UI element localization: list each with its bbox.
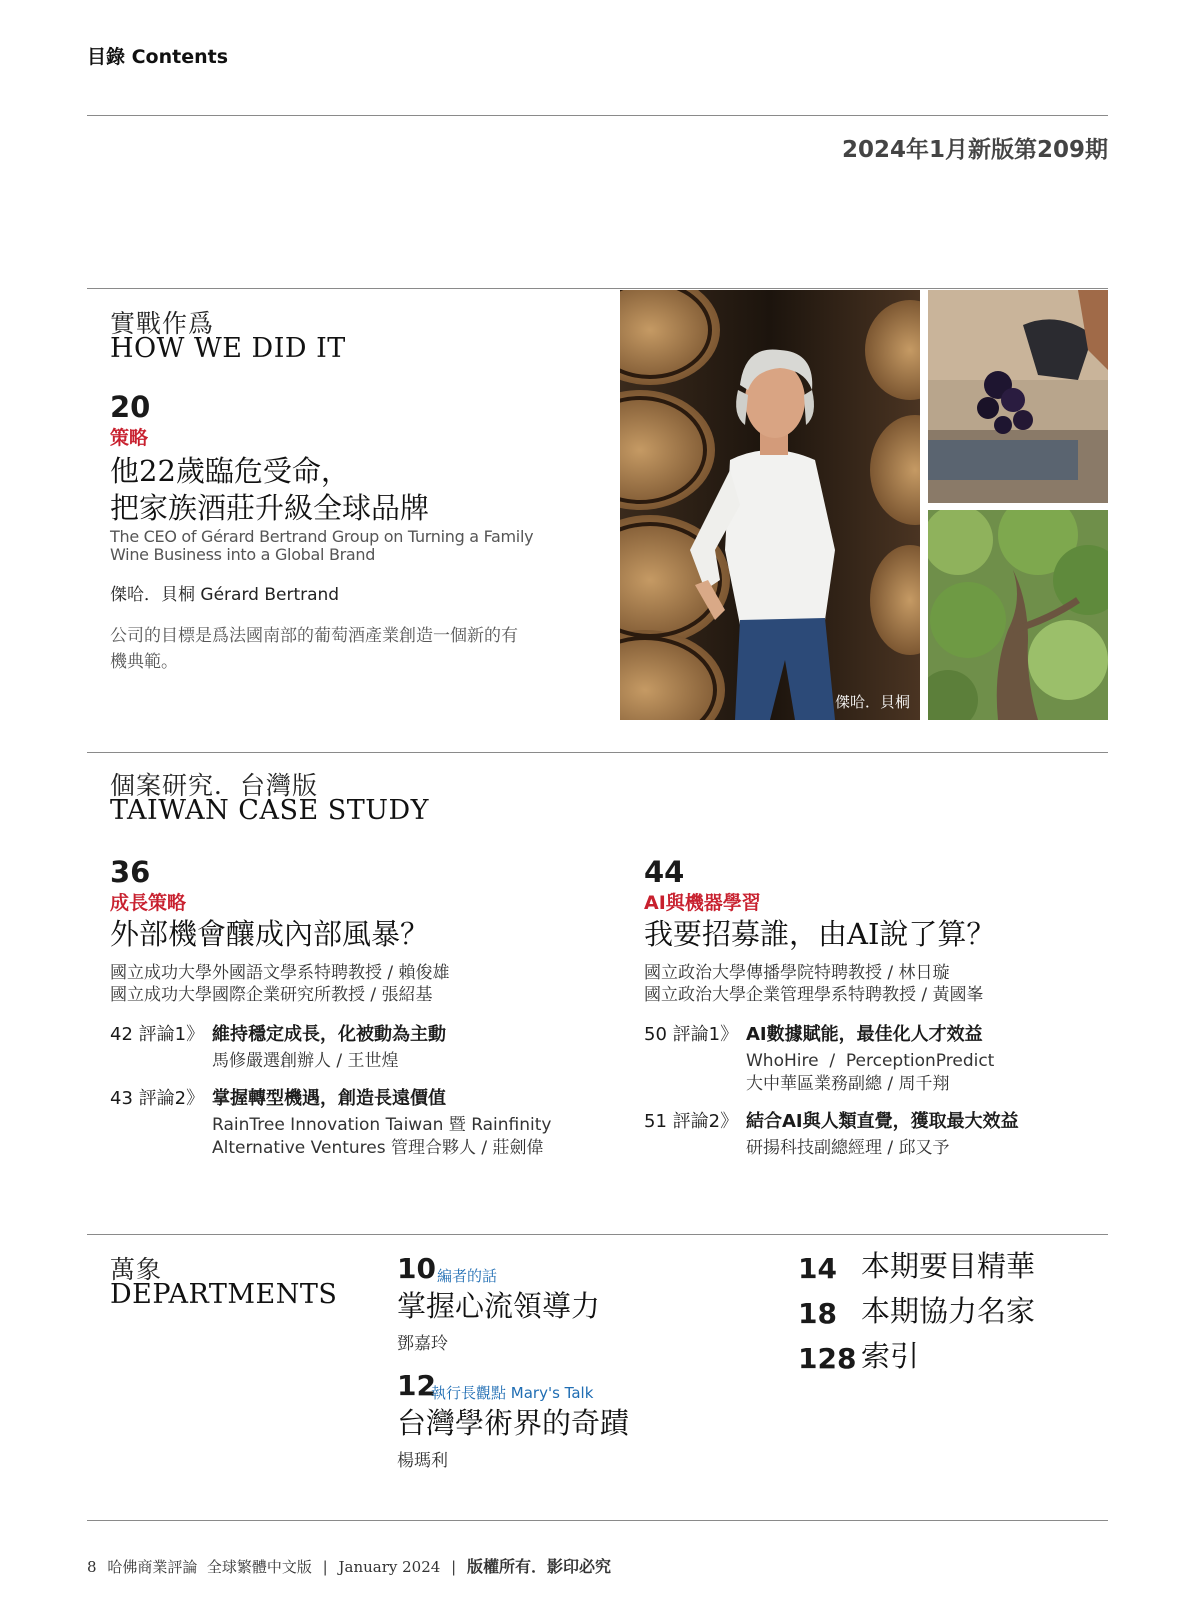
index-title[interactable]: 索引	[861, 1339, 920, 1373]
case-authors-line1: 國立成功大學外國語文學系特聘教授 / 賴俊雄	[110, 963, 450, 983]
commentary-label: 42 評論1》	[110, 1024, 205, 1045]
case-authors-line2: 國立成功大學國際企業研究所教授 / 張紹基	[110, 985, 433, 1005]
commentary-label: 43 評論2》	[110, 1088, 205, 1109]
commentary-title[interactable]: AI數據賦能，最佳化人才效益	[746, 1024, 983, 1045]
vine-photo	[928, 510, 1108, 720]
article-title-line1[interactable]: 他22歲臨危受命，	[110, 454, 350, 488]
commentary-author-line2: 大中華區業務副總 / 周千翔	[746, 1074, 950, 1094]
footer-separator: |	[322, 1558, 328, 1576]
article-title-line2[interactable]: 把家族酒莊升級全球品牌	[110, 491, 430, 525]
article-summary-line1: 公司的目標是爲法國南部的葡萄酒產業創造一個新的有	[110, 626, 518, 646]
commentary-label: 51 評論2》	[644, 1111, 739, 1132]
case-title[interactable]: 外部機會釀成內部風暴？	[110, 917, 430, 951]
case-authors-line1: 國立政治大學傳播學院特聘教授 / 林日璇	[644, 963, 950, 983]
article-author: 傑哈．貝桐 Gérard Bertrand	[110, 585, 340, 605]
commentary-title[interactable]: 結合AI與人類直覺，獲取最大效益	[746, 1111, 1019, 1132]
commentary-label: 50 評論1》	[644, 1024, 739, 1045]
section-title-en: TAIWAN CASE STUDY	[110, 795, 429, 826]
divider-footer	[87, 1520, 1108, 1521]
portrait-photo	[620, 290, 920, 720]
index-page-number: 14	[798, 1252, 837, 1285]
commentary-author: 馬修嚴選創辦人 / 王世煌	[212, 1051, 399, 1071]
dept-page-number: 12	[397, 1369, 436, 1402]
photo-caption: 傑哈．貝桐	[834, 693, 910, 711]
article-page-number: 20	[110, 390, 151, 424]
footer-date: January 2024	[338, 1558, 441, 1576]
dept-page-number: 10	[397, 1252, 436, 1285]
dept-title[interactable]: 掌握心流領導力	[397, 1289, 601, 1323]
case-authors-line2: 國立政治大學企業管理學系特聘教授 / 黃國峯	[644, 985, 984, 1005]
commentary-author-line2: Alternative Ventures 管理合夥人 / 莊劍偉	[212, 1138, 544, 1158]
section-title-zh: 萬象	[110, 1255, 163, 1284]
dept-tag: 執行長觀點 Mary's Talk	[431, 1384, 594, 1402]
footer-rights: 版權所有．影印必究	[466, 1557, 611, 1576]
footer	[87, 1554, 611, 1577]
article-category: 策略	[110, 427, 149, 449]
footer-separator: |	[451, 1558, 457, 1576]
commentary-author: 研揚科技副總經理 / 邱又予	[746, 1138, 950, 1158]
section-title-en: HOW WE DID IT	[110, 333, 346, 364]
commentary-author-line1: WhoHire / PerceptionPredict	[746, 1051, 995, 1071]
case-category: 成長策略	[110, 892, 187, 914]
dept-tag: 編者的話	[437, 1267, 498, 1285]
footer-publication: 哈佛商業評論 全球繁體中文版	[107, 1558, 312, 1576]
index-page-number: 128	[798, 1342, 857, 1375]
commentary-title[interactable]: 掌握轉型機遇，創造長遠價值	[212, 1088, 446, 1109]
contents-label: 目錄 Contents	[87, 46, 229, 68]
commentary-title[interactable]: 維持穩定成長，化被動為主動	[212, 1024, 446, 1045]
grapes-photo	[928, 290, 1108, 503]
dept-title[interactable]: 台灣學術界的奇蹟	[397, 1406, 630, 1440]
index-page-number: 18	[798, 1297, 837, 1330]
divider-how-we-did-it	[87, 288, 1108, 289]
section-title-en: DEPARTMENTS	[110, 1279, 338, 1310]
case-page-number: 36	[110, 855, 151, 889]
section-title-zh: 實戰作爲	[110, 309, 215, 338]
article-summary-line2: 機典範。	[110, 652, 178, 672]
index-title[interactable]: 本期協力名家	[861, 1294, 1036, 1328]
case-page-number: 44	[644, 855, 685, 889]
footer-page-number: 8	[87, 1558, 97, 1576]
article-subtitle-en-line1: The CEO of Gérard Bertrand Group on Turning a Family	[110, 527, 534, 546]
divider-taiwan-case	[87, 752, 1108, 753]
divider-top	[87, 115, 1108, 116]
divider-departments	[87, 1234, 1108, 1235]
dept-author: 楊瑪利	[397, 1451, 448, 1471]
article-subtitle-en-line2: Wine Business into a Global Brand	[110, 545, 376, 564]
commentary-author-line1: RainTree Innovation Taiwan 暨 Rainfinity	[212, 1115, 552, 1135]
section-title-zh: 個案研究．台灣版	[110, 771, 319, 800]
index-title[interactable]: 本期要目精華	[861, 1249, 1036, 1283]
issue-label: 2024年1月新版第209期	[841, 137, 1108, 163]
case-title[interactable]: 我要招募誰，由AI說了算？	[644, 917, 996, 951]
case-category: AI與機器學習	[644, 892, 761, 914]
dept-author: 鄧嘉玲	[397, 1334, 448, 1354]
